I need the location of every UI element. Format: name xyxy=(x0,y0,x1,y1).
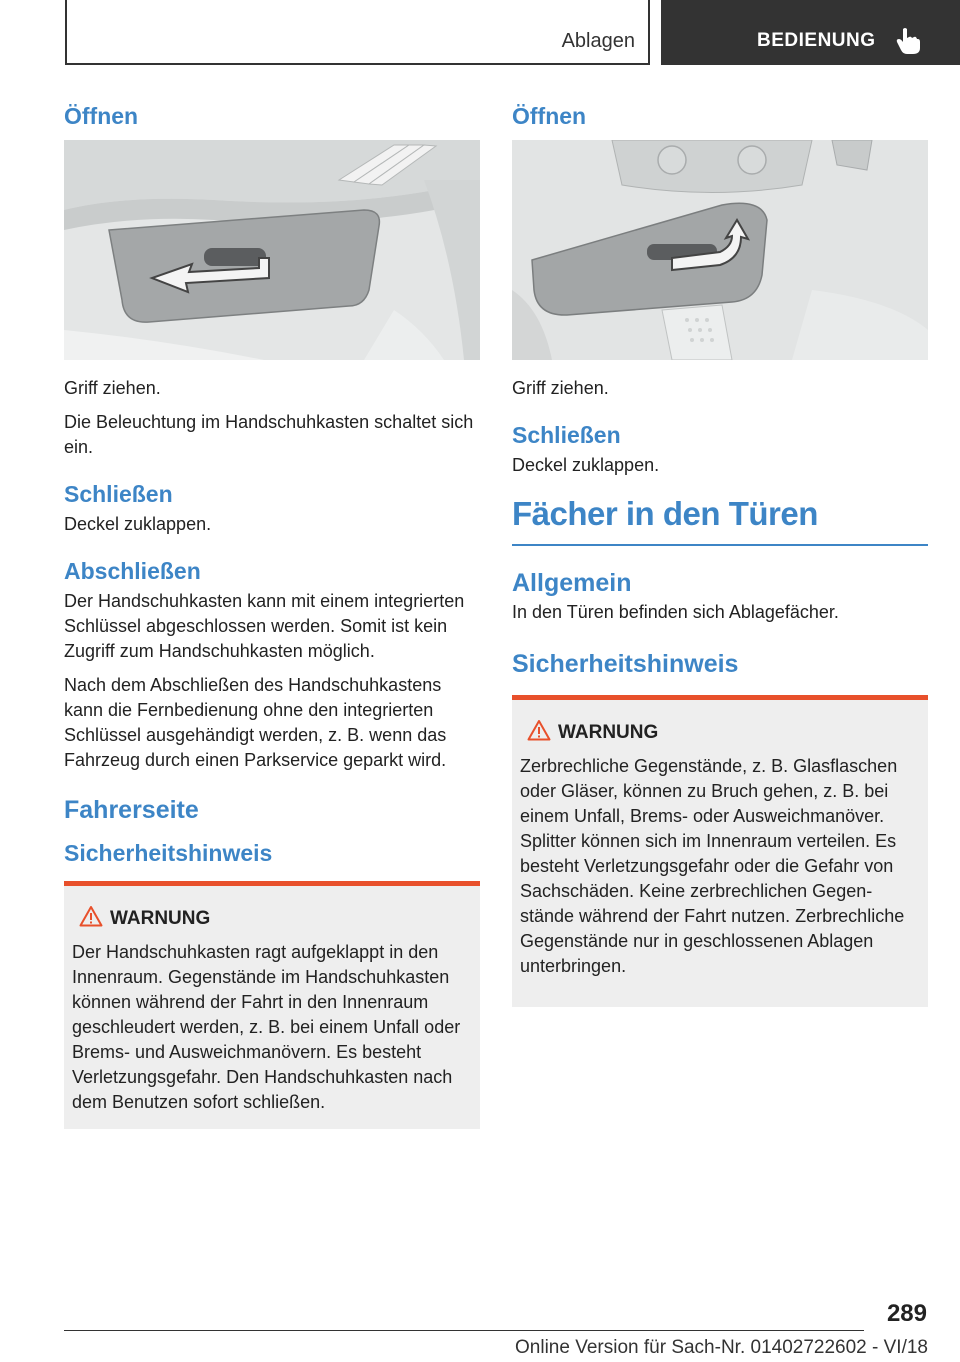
glovebox-driver-photo xyxy=(512,140,928,360)
header-separator xyxy=(648,0,650,64)
warning-text-left: Der Handschuhkasten ragt aufgeklappt in den Innenraum. Gegenstände im Handschuhkasten können während der Fahrt in den Innenraum geschleudert werden, z. B. bei einem Unfall oder Brems- und Ausweichmanövern. Es besteht Verletzungsgefahr. Den Handschuhkasten nach dem Benutzen sofort schließen. xyxy=(72,942,461,1112)
lock-paragraph-1: Der Handschuhkasten kann mit einem integrierten Schlüssel abgeschlossen werden. Somit ist kein Zugriff zum Handschuhkasten möglich. xyxy=(64,591,465,661)
page-number: 289 xyxy=(886,1300,927,1327)
heading-safety-right: Sicherheitshinweis xyxy=(512,650,739,678)
heading-close-right: Schließen xyxy=(512,422,621,448)
header-left-rule xyxy=(65,0,67,64)
header-chapter-tab xyxy=(661,0,960,65)
header-section-title: Ablagen xyxy=(561,30,635,52)
open-instruction-right: Griff ziehen. xyxy=(512,378,609,398)
header-chapter-title: BEDIENUNG xyxy=(757,30,876,51)
footer-rule xyxy=(64,1330,864,1331)
lock-paragraph-2: Nach dem Abschließen des Handschuhkastens kann die Fernbedienung ohne den integrierten Schlüssel ausgehändigt werden, z. B. wenn das Fahrzeug durch einen Parkservice geparkt wird. xyxy=(64,675,447,770)
heading-driver-side: Fahrerseite xyxy=(64,796,199,824)
warning-box-left xyxy=(64,881,480,1129)
header-bottom-rule xyxy=(65,63,650,65)
close-instruction-right: Deckel zuklappen. xyxy=(512,455,660,475)
warning-text-right: Zerbrechliche Gegenstände, z. B. Glasflaschen oder Gläser, können zu Bruch gehen, z. B. bei einem Unfall, Brems- oder Ausweichmanöver. Splitter können sich im Innenraum verteilen. Es besteht Verletzungsgefahr oder die Gefahr von Sachschäden. Keine zerbrechlichen Gegenstände während der Fahrt nutzen. Zerbrechliche Gegenstände nur in geschlossenen Ablagen unterbringen. xyxy=(520,756,905,976)
heading-open-right: Öffnen xyxy=(512,103,587,129)
glovebox-passenger-photo xyxy=(64,140,480,360)
warning-title-text-left: WARNUNG xyxy=(110,908,211,929)
heading-open-left: Öffnen xyxy=(64,103,139,129)
warning-title-right xyxy=(520,722,920,744)
general-paragraph: In den Türen befinden sich Ablagefächer. xyxy=(512,602,839,622)
open-note-left: Die Beleuchtung im Handschuhkasten schaltet sich ein. xyxy=(64,412,474,457)
open-instruction-left: Griff ziehen. xyxy=(64,378,161,398)
heading-close-left: Schließen xyxy=(64,481,173,507)
warning-title-left xyxy=(72,908,472,930)
chapter-heading-door-compartments: Fächer in den Türen xyxy=(512,492,928,546)
heading-safety-left: Sicherheitshinweis xyxy=(64,840,273,866)
pointing-hand-icon xyxy=(895,27,921,55)
left-column xyxy=(64,100,480,1129)
close-instruction-left: Deckel zuklappen. xyxy=(64,514,212,534)
heading-general: Allgemein xyxy=(512,569,632,597)
heading-lock: Abschließen xyxy=(64,558,201,584)
warning-title-text-right: WARNUNG xyxy=(558,722,659,743)
warning-triangle-icon xyxy=(79,905,103,927)
warning-box-right xyxy=(512,695,928,1007)
right-column xyxy=(512,100,928,1007)
warning-box-spacer xyxy=(520,979,920,993)
warning-triangle-icon xyxy=(527,719,551,741)
footer-online-version: Online Version für Sach-Nr. 01402722602 - VI/18 xyxy=(515,1337,928,1358)
